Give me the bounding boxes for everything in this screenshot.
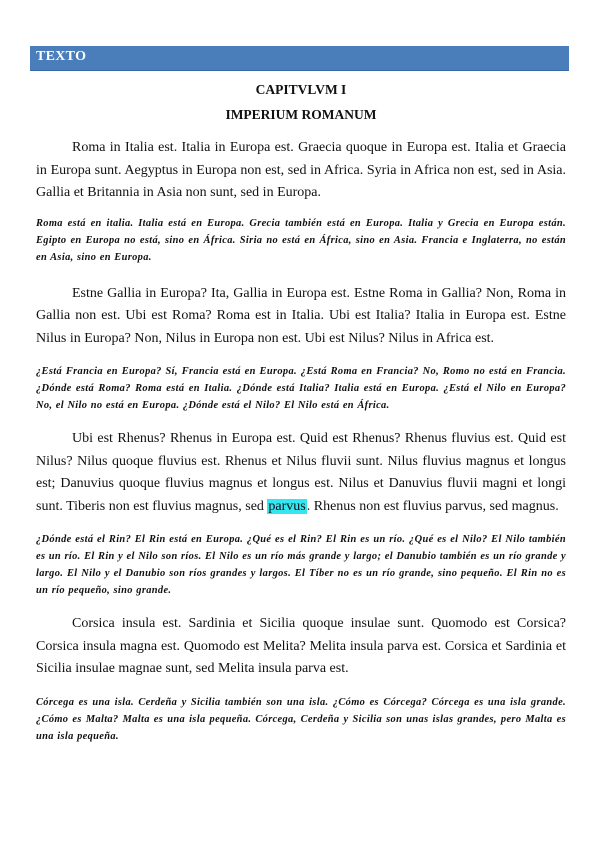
spanish-translation-3: ¿Dónde está el Rin? El Rin está en Europa. ¿Qué es el Rin? El Rin es un río. ¿Qué es el Nilo? El Nilo también es un río. El Rin y el Nilo son ríos. El Nilo es un río más grande y largo; el Danubio también es un río grande y largo. El Nilo y el Danubio son ríos grandes y largos. El Tíber no es un río grande, sino pequeño. El Rin no es un río pequeño, sino grande.: [36, 534, 567, 596]
section-header-bar: [30, 46, 569, 71]
spanish-translation-4: Córcega es una isla. Cerdeña y Sicilia también son una isla. ¿Cómo es Córcega? Córcega es una isla grande. ¿Cómo es Malta? Malta es una isla pequeña. Córcega, Cerdeña y Sicilia son unas islas grandes, pero Malta es una isla pequeña.: [36, 696, 566, 742]
document-body: [36, 80, 566, 745]
latin-paragraph-3: [36, 428, 566, 518]
latin-paragraph-3-text-after: . Rhenus non est fluvius parvus, sed magnus.: [306, 498, 559, 514]
chapter-title: CAPITVLVM I: [255, 82, 347, 97]
spanish-translation-2: ¿Está Francia en Europa? Sí, Francia está en Europa. ¿Está Roma en Francia? No, Romo no está en Francia. ¿Dónde está Roma? Roma está en Italia. ¿Dónde está Italia? Italia está en Europa. ¿Está el Nilo en Europa? No, el Nilo no está en Europa. ¿Dónde está el Nilo? El Nilo está en África.: [36, 366, 566, 411]
latin-paragraph-3-text-before: Ubi est Rhenus? Rhenus in Europa est. Quid est Rhenus? Rhenus fluvius est. Quid est Nilus? Nilus quoque fluvius est. Rhenus et Nilus fluvii sunt. Nilus fluvius magnus et longus est; Danuvius quoque fluvius magnus et longus est. Nilus et Danuvius fluvii magni et longi sunt. Tiberis non est fluvius magnus, sed: [36, 431, 566, 514]
latin-paragraph-4: Corsica insula est. Sardinia et Sicilia quoque insulae sunt. Quomodo est Corsica? Corsica insula magna est. Quomodo est Melita? Melita insula parva est. Corsica et Sardinia et Sicilia insulae magnae sunt, sed Melita insula parva est.: [36, 616, 566, 676]
spanish-translation-1: Roma está en italia. Italia está en Europa. Grecia también está en Europa. Italia y Grecia en Europa están. Egipto en Europa no está, sino en África. Siria no está en África, sino en Asia. Francia e Inglaterra, no están en Asia, sino en Europa.: [36, 217, 566, 263]
latin-paragraph-2: Estne Gallia in Europa? Ita, Gallia in Europa est. Estne Roma in Gallia? Non, Roma in Gallia non est. Ubi est Roma? Roma est in Italia. Ubi est Italia? Italia in Europa est. Estne Nilus in Europa? Non, Nilus in Europa non est. Ubi est Nilus? Nilus in Africa est.: [36, 285, 566, 346]
latin-paragraph-1: Roma in Italia est. Italia in Europa est. Graecia quoque in Europa est. Italia et Graecia in Europa sunt. Aegyptus in Europa non est, sed in Africa. Syria in Africa non est, sed in Asia. Gallia et Britannia in Asia non sunt, sed in Europa.: [36, 140, 566, 200]
highlighted-word[interactable]: parvus: [268, 498, 306, 514]
chapter-subtitle: IMPERIUM ROMANUM: [225, 107, 377, 122]
section-header-label: TEXTO: [36, 49, 87, 64]
